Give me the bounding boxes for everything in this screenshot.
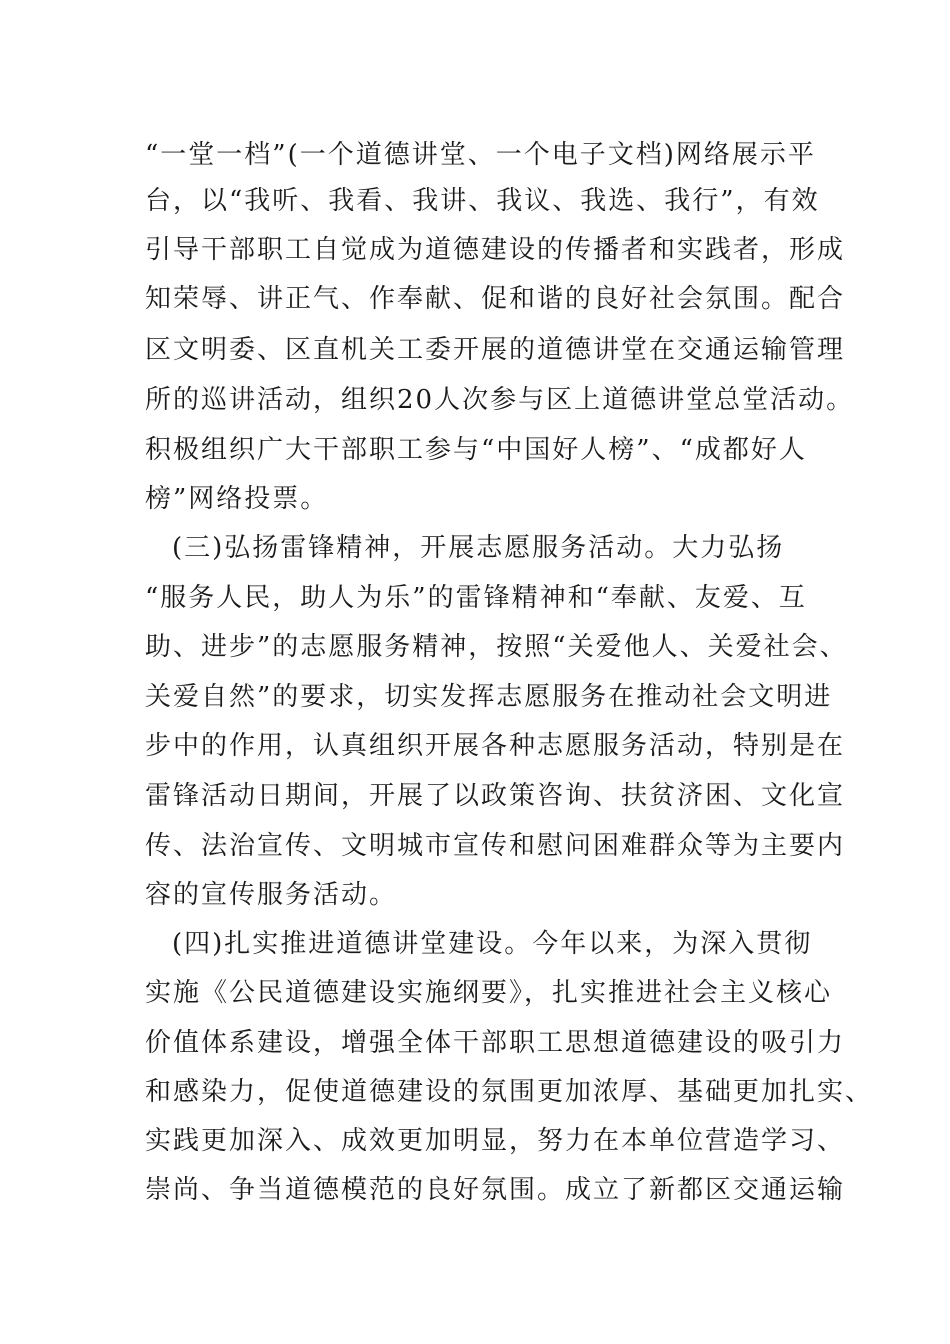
- text-line: 价值体系建设，增强全体干部职工思想道德建设的吸引力: [145, 1028, 846, 1058]
- text-line: 关爱自然”的要求，切实发挥志愿服务在推动社会文明进: [145, 682, 833, 712]
- text-line: 积极组织广大干部职工参与“中国好人榜”、“成都好人: [145, 435, 807, 465]
- text-line: 区文明委、区直机关工委开展的道德讲堂在交通运输管理: [145, 335, 846, 365]
- text-line: 引导干部职工自觉成为道德建设的传播者和实践者，形成: [145, 235, 846, 265]
- text-line: 雷锋活动日期间，开展了以政策咨询、扶贫济困、文化宣: [145, 781, 846, 811]
- text-line: 和感染力，促使道德建设的氛围更加浓厚、基础更加扎实、: [145, 1077, 874, 1107]
- text-line: 容的宣传服务活动。: [145, 880, 398, 910]
- paragraph-heading: (四)扎实推进道德讲堂建设。今年以来，为深入贯彻: [172, 929, 813, 959]
- text-line: 榜”网络投票。: [145, 484, 329, 514]
- text-line: 步中的作用，认真组织开展各种志愿服务活动，特别是在: [145, 731, 846, 761]
- text-line: 台，以“我听、我看、我讲、我议、我选、我行”，有效: [145, 186, 820, 216]
- text-line: 知荣辱、讲正气、作奉献、促和谐的良好社会氛围。配合: [145, 284, 846, 314]
- paragraph-heading: (三)弘扬雷锋精神，开展志愿服务活动。大力弘扬: [172, 533, 785, 563]
- text-line: 实践更加深入、成效更加明显，努力在本单位营造学习、: [145, 1126, 846, 1156]
- text-line: 助、进步”的志愿服务精神，按照“关爱他人、关爱社会、: [145, 632, 848, 662]
- text-line: “服务人民，助人为乐”的雷锋精神和“奉献、友爱、互: [145, 583, 807, 613]
- text-line: 实施《公民道德建设实施纲要》，扎实推进社会主义核心: [145, 978, 833, 1008]
- text-line: 传、法治宣传、文明城市宣传和慰问困难群众等为主要内: [145, 831, 846, 861]
- text-line: 崇尚、争当道德模范的良好氛围。成立了新都区交通运输: [145, 1175, 846, 1205]
- text-line: 所的巡讲活动，组织20人次参与区上道德讲堂总堂活动。: [145, 385, 855, 415]
- text-line: “一堂一档”(一个道德讲堂、一个电子文档)网络展示平: [145, 140, 816, 170]
